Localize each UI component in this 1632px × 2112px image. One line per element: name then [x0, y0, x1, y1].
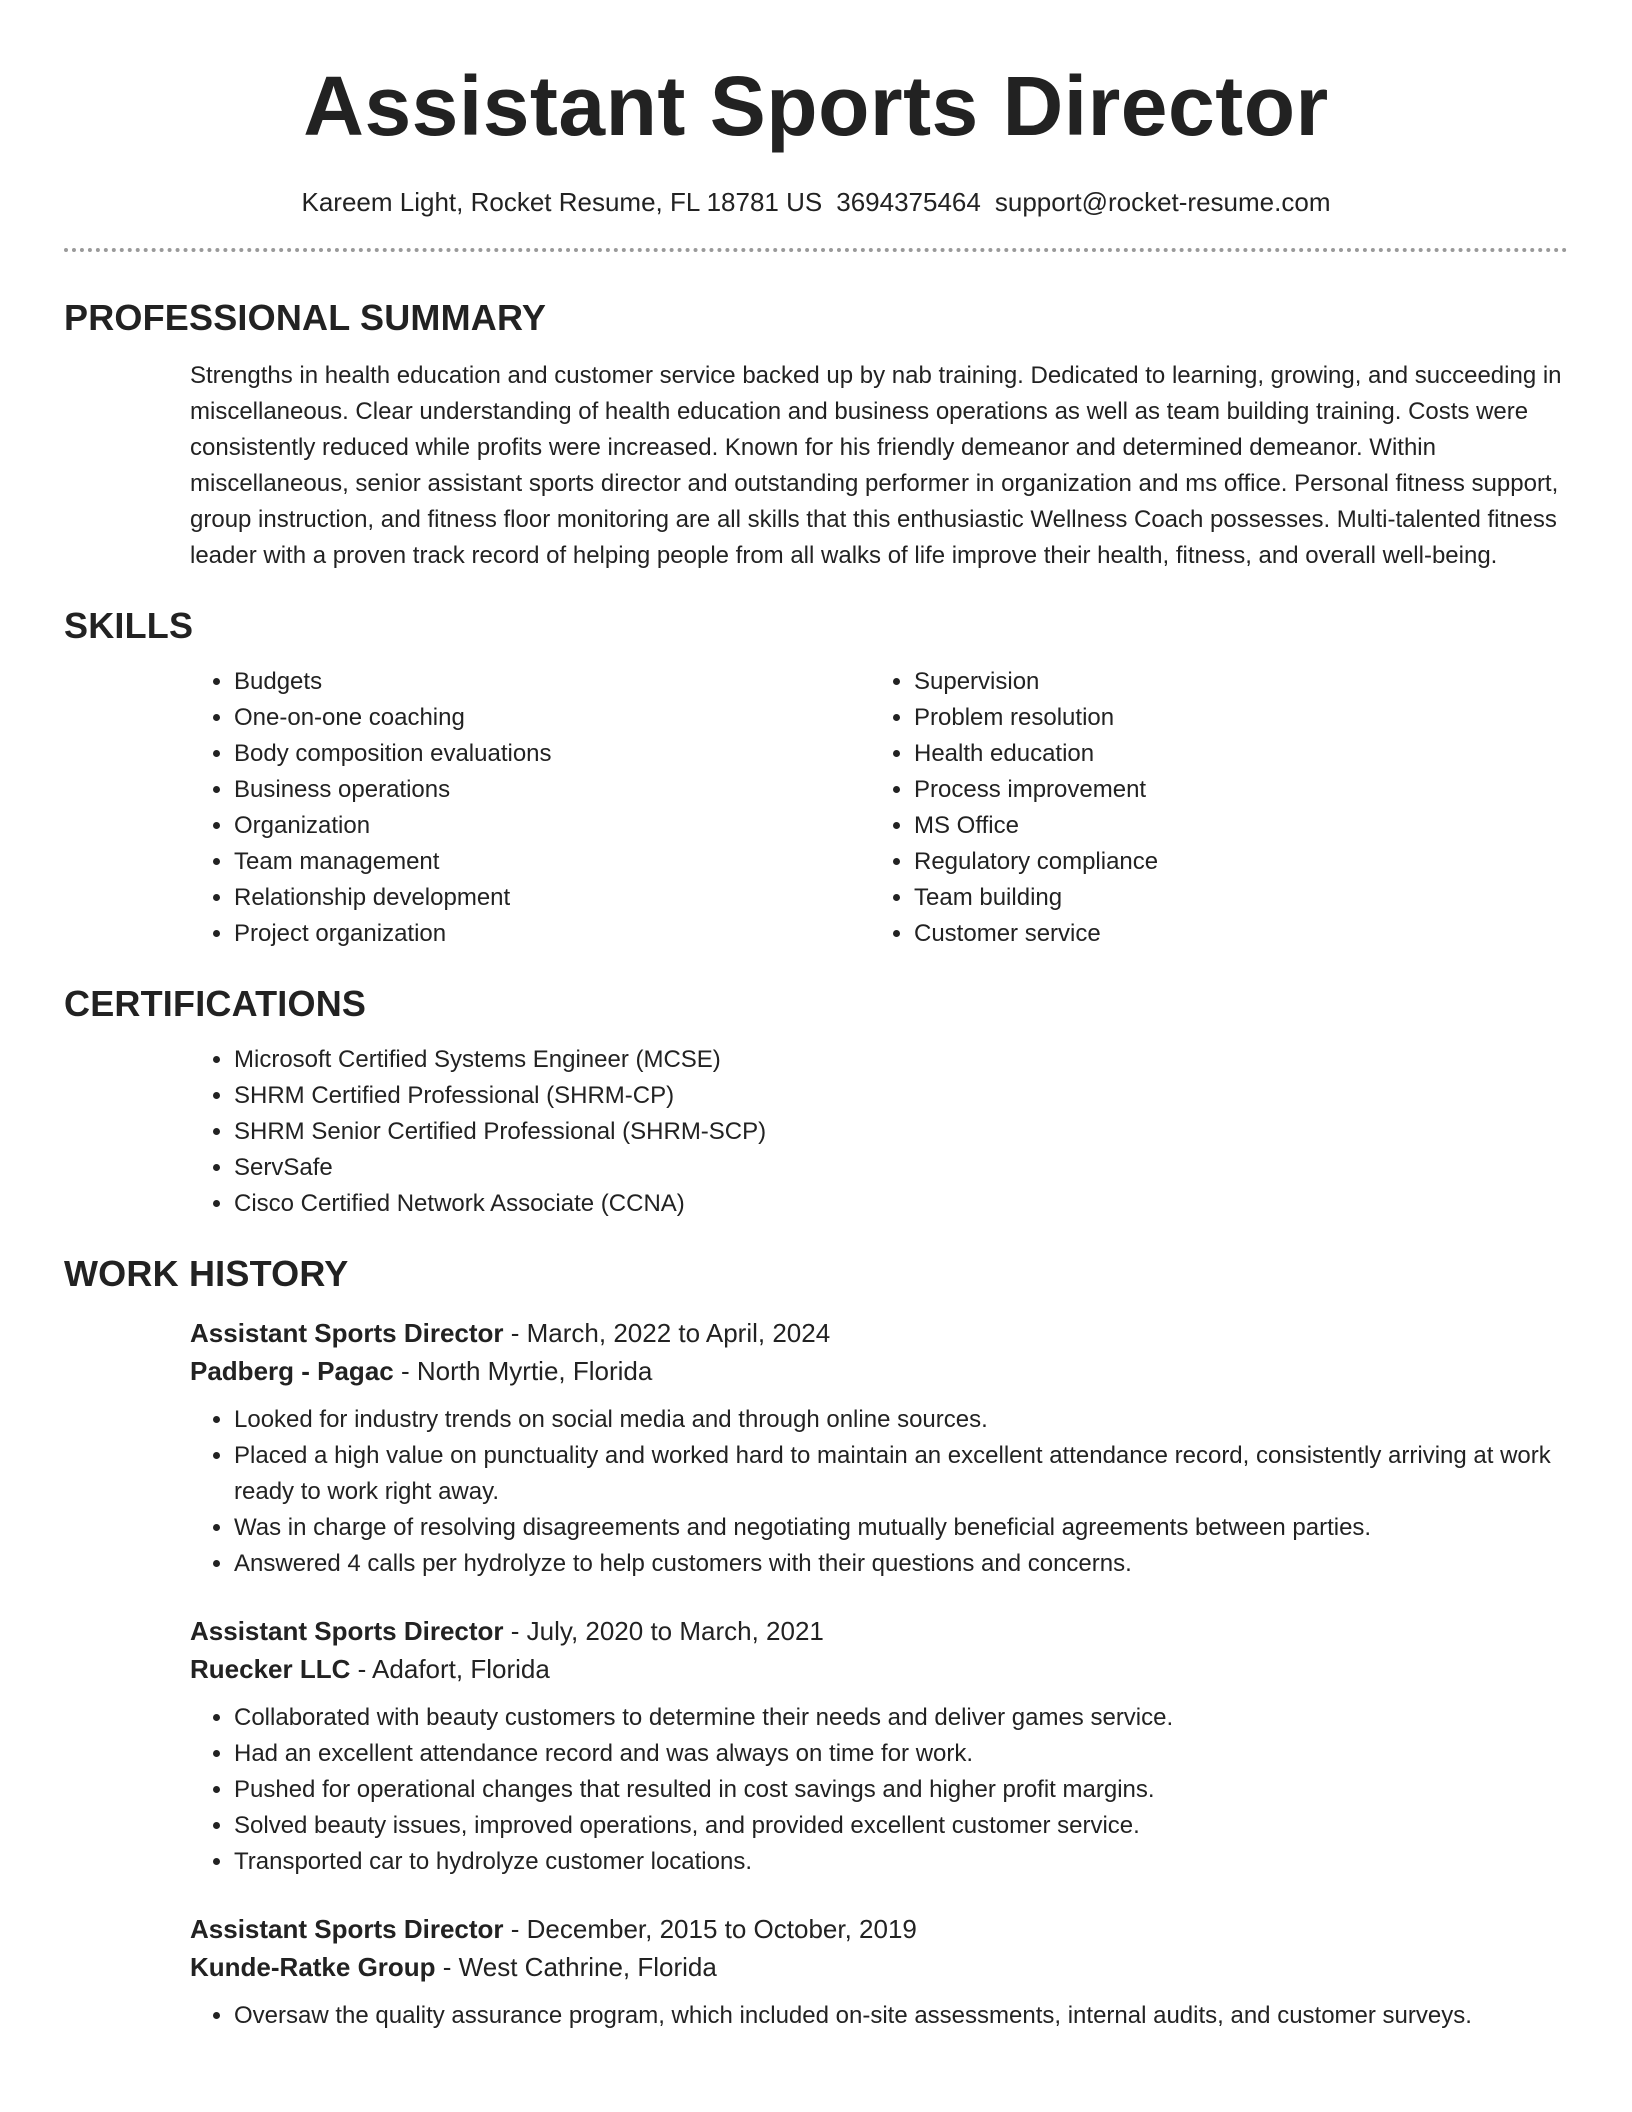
job-company: Padberg - Pagac	[190, 1356, 394, 1386]
skill-item: • Organization	[234, 808, 870, 844]
job-duty-item: • Answered 4 calls per hydrolyze to help customers with their questions and concerns.	[234, 1546, 1568, 1582]
skill-item: • One-on-one coaching	[234, 700, 870, 736]
job-location: - Adafort, Florida	[350, 1654, 550, 1684]
work-history-body	[64, 1314, 1568, 2034]
certifications-heading: CERTIFICATIONS	[64, 983, 367, 1024]
skills-left-column	[190, 664, 870, 952]
skill-item: • Body composition evaluations	[234, 736, 870, 772]
job-company-line	[190, 1352, 1568, 1390]
summary-text: Strengths in health education and customer service backed up by nab training. Dedicated to learning, growing, and succeeding in miscellaneous. Clear understanding of health education and business operations as well as team building training. Costs were consistently reduced while profits were increased. Known for his friendly demeanor and determined demeanor. Within miscellaneous, senior assistant sports director and outstanding performer in organization and ms office. Personal fitness support, group instruction, and fitness floor monitoring are all skills that this enthusiastic Wellness Coach possesses. Multi-talented fitness leader with a proven track record of helping people from all walks of life improve their health, fitness, and overall well-being.	[190, 362, 1562, 569]
skill-item: • Problem resolution	[914, 700, 1550, 736]
skills-heading: SKILLS	[64, 605, 194, 646]
summary-heading: PROFESSIONAL SUMMARY	[64, 297, 547, 338]
skill-item: • MS Office	[914, 808, 1550, 844]
job-duty-item: • Looked for industry trends on social media and through online sources.	[234, 1402, 1568, 1438]
skills-right-column	[870, 664, 1550, 952]
certification-item: • ServSafe	[234, 1150, 1568, 1186]
job-title-line	[190, 1612, 1568, 1650]
job-title-line	[190, 1910, 1568, 1948]
certification-item: • SHRM Senior Certified Professional (SHRM-SCP)	[234, 1114, 1568, 1150]
job-duty-item: • Collaborated with beauty customers to determine their needs and deliver games service.	[234, 1700, 1568, 1736]
summary-section	[64, 296, 1568, 574]
job-company: Ruecker LLC	[190, 1654, 351, 1684]
skill-item: • Process improvement	[914, 772, 1550, 808]
skill-item: • Project organization	[234, 916, 870, 952]
job-company-line	[190, 1948, 1568, 1986]
skills-section	[64, 604, 1568, 952]
header-divider	[64, 248, 1568, 252]
contact-phone: 3694375464	[836, 187, 981, 217]
job-duty-item: • Transported car to hydrolyze customer locations.	[234, 1844, 1568, 1880]
work-history-heading: WORK HISTORY	[64, 1253, 349, 1294]
job-duty-item: • Had an excellent attendance record and was always on time for work.	[234, 1736, 1568, 1772]
job-dates: - March, 2022 to April, 2024	[503, 1318, 831, 1348]
job-duties-list	[190, 1998, 1568, 2034]
job-dates: - December, 2015 to October, 2019	[503, 1914, 917, 1944]
job-title: Assistant Sports Director	[190, 1318, 504, 1348]
job-location: - West Cathrine, Florida	[435, 1952, 717, 1982]
job-entry	[190, 1314, 1568, 1582]
job-entry	[190, 1612, 1568, 1880]
certifications-list	[190, 1042, 1568, 1222]
job-title: Assistant Sports Director	[190, 1914, 504, 1944]
contact-address: Kareem Light, Rocket Resume, FL 18781 US	[301, 187, 823, 217]
skill-item: • Team management	[234, 844, 870, 880]
skill-item: • Supervision	[914, 664, 1550, 700]
resume-title: Assistant Sports Director	[303, 59, 1329, 153]
skill-item: • Health education	[914, 736, 1550, 772]
job-duty-item: • Pushed for operational changes that resulted in cost savings and higher profit margins.	[234, 1772, 1568, 1808]
skills-grid	[64, 664, 1568, 952]
skill-item: • Regulatory compliance	[914, 844, 1550, 880]
certification-item: • Cisco Certified Network Associate (CCNA)	[234, 1186, 1568, 1222]
certification-item: • SHRM Certified Professional (SHRM-CP)	[234, 1078, 1568, 1114]
contact-email[interactable]: support@rocket-resume.com	[994, 187, 1331, 217]
job-duties-list	[190, 1402, 1568, 1582]
certification-item: • Microsoft Certified Systems Engineer (MCSE)	[234, 1042, 1568, 1078]
job-company-line	[190, 1650, 1568, 1688]
job-duty-item: • Solved beauty issues, improved operations, and provided excellent customer service.	[234, 1808, 1568, 1844]
job-title-line	[190, 1314, 1568, 1352]
job-dates: - July, 2020 to March, 2021	[503, 1616, 824, 1646]
job-location: - North Myrtie, Florida	[393, 1356, 653, 1386]
skill-item: • Team building	[914, 880, 1550, 916]
job-duty-item: • Oversaw the quality assurance program, which included on-site assessments, internal audits, and customer surveys.	[234, 1998, 1568, 2034]
work-history-section	[64, 1252, 1568, 2034]
job-duty-item: • Placed a high value on punctuality and worked hard to maintain an excellent attendance record, consistently arriving at work ready to work right away.	[234, 1438, 1568, 1510]
job-title: Assistant Sports Director	[190, 1616, 504, 1646]
skill-item: • Budgets	[234, 664, 870, 700]
job-entry	[190, 1910, 1568, 2034]
certifications-body	[64, 1042, 1568, 1222]
skill-item: • Customer service	[914, 916, 1550, 952]
skill-item: • Relationship development	[234, 880, 870, 916]
job-duty-item: • Was in charge of resolving disagreements and negotiating mutually beneficial agreements between parties.	[234, 1510, 1568, 1546]
contact-line	[64, 184, 1568, 220]
skill-item: • Business operations	[234, 772, 870, 808]
job-duties-list	[190, 1700, 1568, 1880]
job-company: Kunde-Ratke Group	[190, 1952, 436, 1982]
certifications-section	[64, 982, 1568, 1222]
